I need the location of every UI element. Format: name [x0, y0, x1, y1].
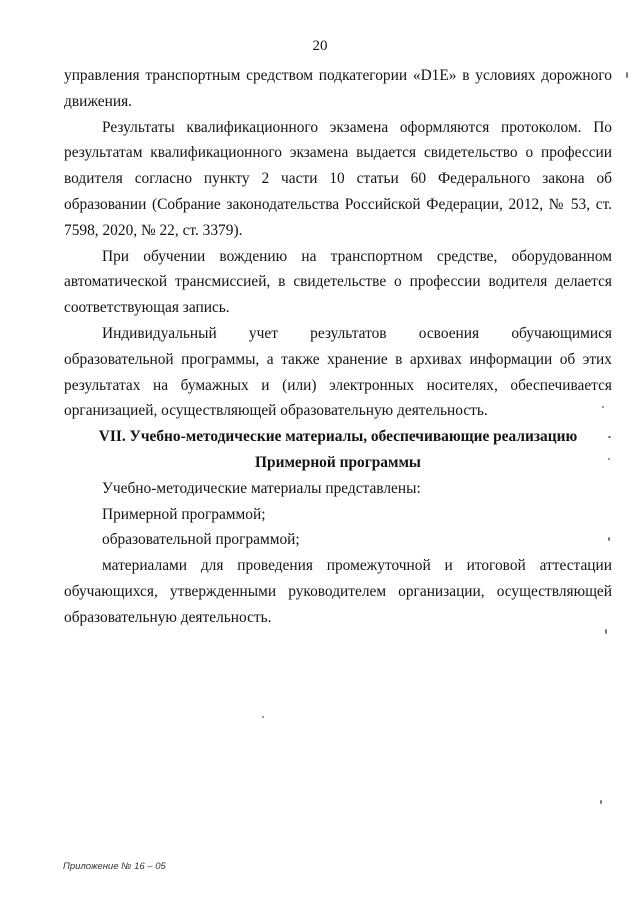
- paragraph-exam-results: Результаты квалификационного экзамена оформляются протоколом. По результатам квалификационного экзамена выдается свидетельство о профессии водителя согласно пункту 2 части 10 статьи 60 Федерального закона об образовании (Собрание законодательства Российской Федерации, 2012, № 53, ст. 7598, 2020, № 22, ст. 3379).: [64, 118, 612, 239]
- scan-speck: [600, 800, 602, 804]
- list-item: образовательной программой;: [102, 531, 300, 549]
- list-intro: Учебно-методические материалы представлены:: [102, 479, 421, 497]
- page-number: 20: [312, 38, 328, 54]
- scan-speck: [608, 537, 610, 541]
- list-item: Примерной программой;: [102, 505, 266, 523]
- document-body: [64, 63, 612, 631]
- paragraph-individual-records: Индивидуальный учет результатов освоения обучающимися образовательной программы, а также хранение в архивах информации об этих результатах на бумажных и (или) электронных носителях, обеспечивается организацией, осуществляющей образовательную деятельность.: [64, 324, 612, 420]
- scan-speck: [608, 458, 610, 460]
- scan-speck: [602, 406, 604, 408]
- paragraph-automatic-transmission: При обучении вождению на транспортном средстве, оборудованном автоматической трансмиссией, в свидетельстве о профессии водителя делается соответствующая запись.: [64, 247, 612, 317]
- section-heading-line1: VII. Учебно-методические материалы, обеспечивающие реализацию: [98, 428, 578, 446]
- scan-speck: [605, 629, 607, 634]
- scan-speck: [626, 72, 628, 78]
- list-item: материалами для проведения промежуточной и итоговой аттестации обучающихся, утвержденными руководителем организации, осуществляющей образовательную деятельность.: [64, 557, 612, 626]
- scan-speck: [262, 716, 264, 718]
- scan-speck: [608, 436, 611, 438]
- section-heading-line2: Примерной программы: [255, 453, 421, 471]
- paragraph-continuation: управления транспортным средством подкатегории «D1E» в условиях дорожного движения.: [64, 67, 612, 110]
- footer-appendix-label: Приложение № 16 – 05: [63, 861, 166, 872]
